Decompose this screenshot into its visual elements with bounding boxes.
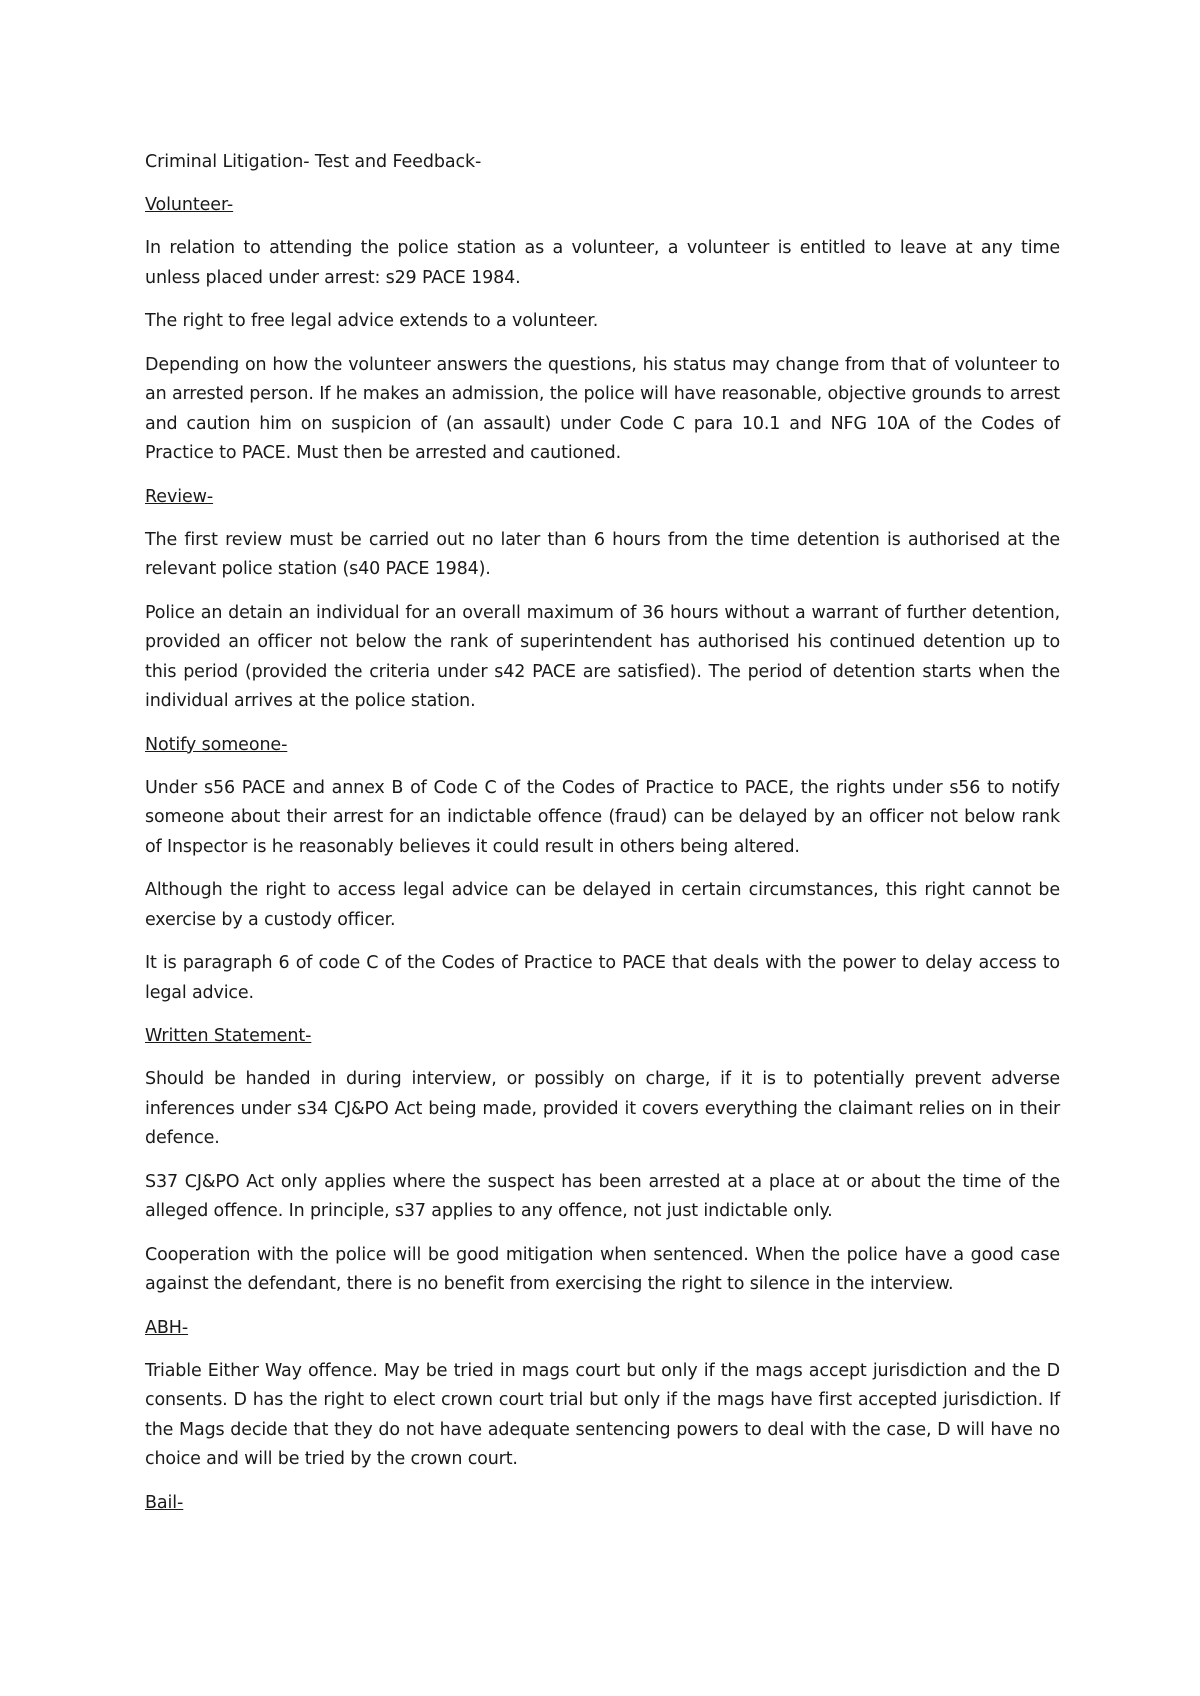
paragraph: The right to free legal advice extends to a volunteer. — [145, 311, 599, 331]
section-heading-abh: ABH- — [145, 1317, 189, 1338]
paragraph: Although the right to access legal advice can be delayed in certain circumstances, this right cannot be exercise by a custody officer. — [145, 880, 1060, 930]
paragraph: Depending on how the volunteer answers the questions, his status may change from that of volunteer to an arrested person. If he makes an admission, the police will have reasonable, objective grounds to arrest and caution him on suspicion of (an assault) under Code C para 10.1 and NFG 10A of the Codes of Practice to PACE. Must then be arrested and cautioned. — [145, 354, 1060, 463]
paragraph: Police an detain an individual for an overall maximum of 36 hours without a warrant of further detention, provided an officer not below the rank of superintendent has authorised his continued detention up to this period (provided the criteria under s42 PACE are satisfied). The period of detention starts when the individual arrives at the police station. — [145, 602, 1060, 711]
paragraph: S37 CJ&PO Act only applies where the suspect has been arrested at a place at or about the time of the alleged offence. In principle, s37 applies to any offence, not just indictable only. — [145, 1171, 1060, 1221]
section-heading-bail: Bail- — [145, 1492, 184, 1513]
paragraph: Triable Either Way offence. May be tried in mags court but only if the mags accept jurisdiction and the D consents. D has the right to elect crown court trial but only if the mags have first accepted jurisdiction. If the Mags decide that they do not have adequate sentencing powers to deal with the case, D will have no choice and will be tried by the crown court. — [145, 1360, 1060, 1469]
paragraph: It is paragraph 6 of code C of the Codes of Practice to PACE that deals with the power to delay access to legal advice. — [145, 953, 1060, 1003]
section-heading-review: Review- — [145, 486, 214, 507]
paragraph: Should be handed in during interview, or possibly on charge, if it is to potentially prevent adverse inferences under s34 CJ&PO Act being made, provided it covers everything the claimant relies on in their defence. — [145, 1069, 1060, 1148]
document-title: Criminal Litigation- Test and Feedback- — [145, 152, 482, 172]
document-page — [145, 148, 1060, 1532]
paragraph: Cooperation with the police will be good mitigation when sentenced. When the police have a good case against the defendant, there is no benefit from exercising the right to silence in the interview. — [145, 1244, 1060, 1294]
section-heading-written-statement: Written Statement- — [145, 1026, 312, 1046]
paragraph: The first review must be carried out no later than 6 hours from the time detention is authorised at the relevant police station (s40 PACE 1984). — [145, 529, 1060, 579]
section-heading-volunteer: Volunteer- — [145, 195, 234, 215]
section-heading-notify-someone: Notify someone- — [145, 734, 288, 755]
paragraph: In relation to attending the police station as a volunteer, a volunteer is entitled to leave at any time unless placed under arrest: s29 PACE 1984. — [145, 238, 1060, 288]
paragraph: Under s56 PACE and annex B of Code C of the Codes of Practice to PACE, the rights under s56 to notify someone about their arrest for an indictable offence (fraud) can be delayed by an officer not below rank of Inspector is he reasonably believes it could result in others being altered. — [145, 777, 1060, 857]
